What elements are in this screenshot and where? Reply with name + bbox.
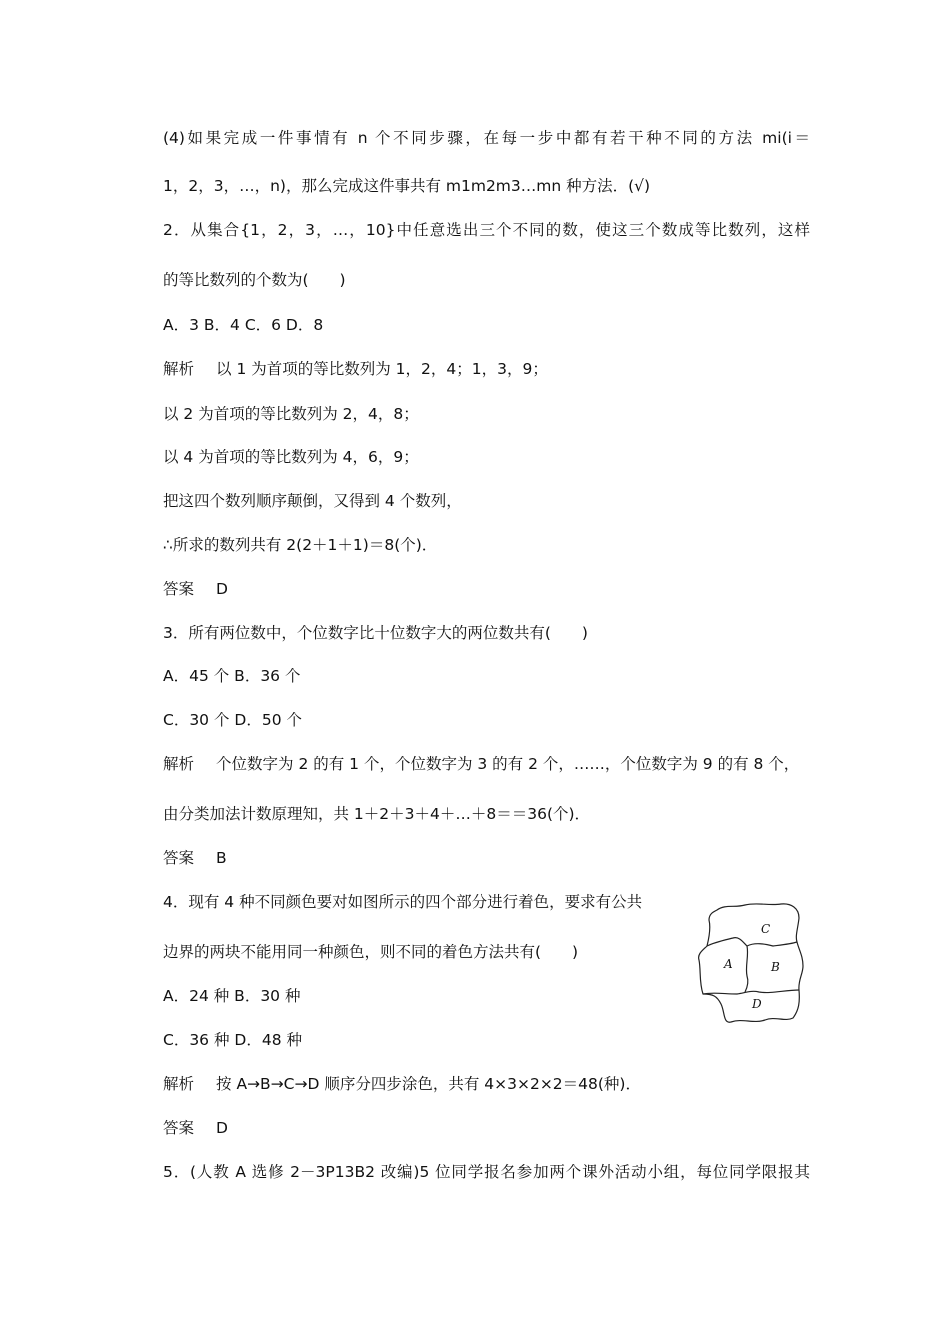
analysis-text: 按 A→B→C→D 顺序分四步涂色，共有 4×3×2×2＝48(种)． (216, 1075, 641, 1093)
region-label-d: D (752, 997, 762, 1011)
text-line: (4)如果完成一件事情有 n 个不同步骤，在每一步中都有若干种不同的方法 mi(i＝ (163, 129, 810, 147)
coloring-regions-figure (695, 898, 810, 1026)
analysis-text: 以 1 为首项的等比数列为 1，2，4；1，3，9； (216, 360, 548, 378)
question-4-options: C．36 种 D．48 种 (163, 1031, 302, 1049)
answer-3-line (163, 848, 227, 868)
question-5-stem: 5．(人教 A 选修 2－3P13B2 改编)5 位同学报名参加两个课外活动小组，每位同学限报其 (163, 1163, 810, 1181)
text-line: ∴所求的数列共有 2(2＋1＋1)＝8(个)． (163, 536, 438, 554)
analysis-text: 个位数字为 2 的有 1 个，个位数字为 3 的有 2 个，……，个位数字为 9 的有 8 个， (216, 755, 800, 773)
text-line: 把这四个数列顺序颠倒，又得到 4 个数列， (163, 492, 462, 510)
text-line: 以 4 为首项的等比数列为 4，6，9； (163, 448, 419, 466)
answer-4-line (163, 1118, 228, 1138)
region-label-c: C (761, 922, 771, 936)
analysis-2-line (163, 359, 548, 379)
answer-value: D (216, 580, 228, 598)
question-2-stem: 2．从集合{1，2，3，…，10}中任意选出三个不同的数，使这三个数成等比数列，这样 (163, 221, 810, 239)
analysis-3-line (163, 754, 799, 774)
text-line: 由分类加法计数原理知，共 1＋2＋3＋4＋…＋8＝＝36(个)． (163, 805, 591, 823)
question-2-stem-cont: 的等比数列的个数为( ) (163, 271, 346, 289)
answer-label: 答案 (163, 849, 195, 867)
question-4-options: A．24 种 B．30 种 (163, 987, 301, 1005)
answer-value: B (216, 849, 227, 867)
figure-outline (699, 904, 803, 1022)
question-2-options: A．3 B．4 C．6 D．8 (163, 316, 324, 334)
text-line: 以 2 为首项的等比数列为 2，4，8； (163, 405, 419, 423)
question-4-stem-cont: 边界的两块不能用同一种颜色，则不同的着色方法共有( ) (163, 943, 579, 961)
analysis-label: 解析 (163, 360, 195, 378)
question-3-options: A．45 个 B．36 个 (163, 667, 301, 685)
question-3-options: C．30 个 D．50 个 (163, 711, 302, 729)
region-label-a: A (724, 957, 733, 971)
analysis-4-line (163, 1074, 641, 1094)
answer-label: 答案 (163, 1119, 195, 1137)
question-3-stem: 3．所有两位数中，个位数字比十位数字大的两位数共有( ) (163, 624, 588, 642)
answer-2-line (163, 579, 228, 599)
question-4-stem: 4．现有 4 种不同颜色要对如图所示的四个部分进行着色，要求有公共 (163, 893, 643, 911)
answer-label: 答案 (163, 580, 195, 598)
answer-value: D (216, 1119, 228, 1137)
region-label-b: B (771, 960, 780, 974)
analysis-label: 解析 (163, 1075, 195, 1093)
analysis-label: 解析 (163, 755, 195, 773)
text-line: 1，2，3，…，n)，那么完成这件事共有 m1m2m3…mn 种方法．(√) (163, 177, 651, 195)
